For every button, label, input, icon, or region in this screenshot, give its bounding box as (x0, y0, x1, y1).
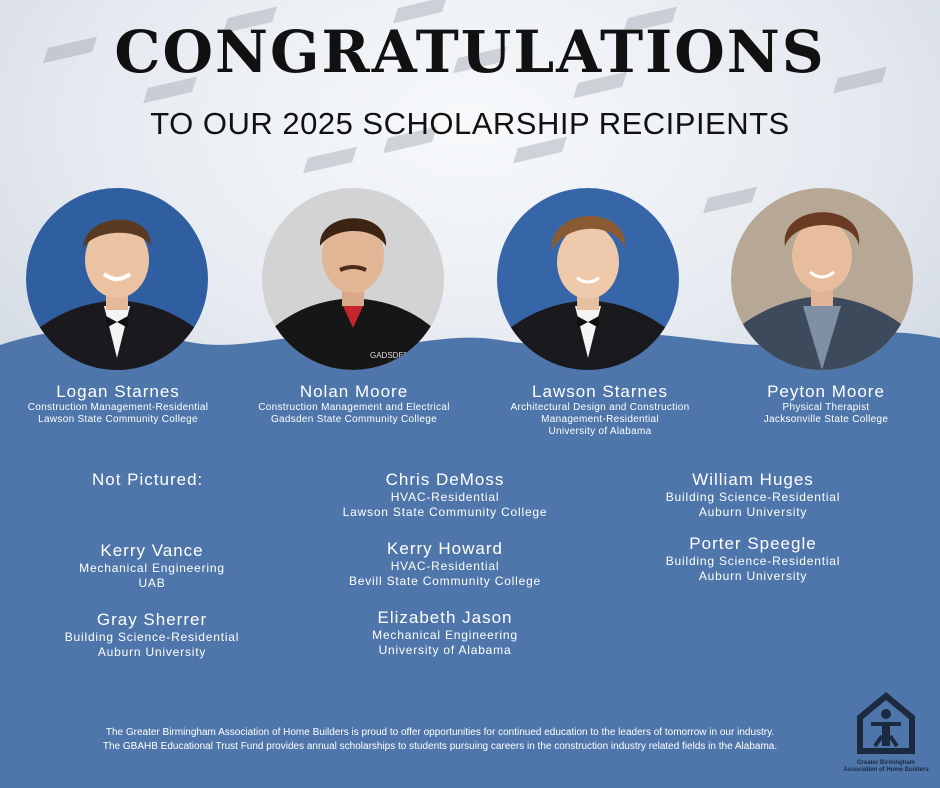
person-school: Auburn University (97, 645, 207, 659)
logo-line-2: Association of Home Builders (843, 767, 929, 773)
person-name: Gray Sherrer (96, 610, 208, 629)
recipient-photo-peyton-moore (731, 188, 913, 370)
gbahb-logo (836, 690, 936, 774)
recipient-peyton-moore (706, 382, 940, 426)
recipient-program: Construction Management and Electrical (258, 402, 450, 413)
recipient-program: Physical Therapist (782, 402, 870, 413)
recipient-program: Architectural Design and Construction (510, 402, 690, 413)
person-program: Building Science-Residential (665, 554, 841, 568)
recipient-name: Logan Starnes (56, 382, 180, 401)
recipient-photo-nolan-moore (262, 188, 444, 370)
person-program: Mechanical Engineering (372, 628, 518, 642)
person-name: William Huges (692, 470, 814, 489)
page-subtitle: TO OUR 2025 SCHOLARSHIP RECIPIENTS (150, 106, 790, 141)
recipient-name: Nolan Moore (299, 382, 409, 401)
person-school: UAB (138, 576, 166, 590)
not-pictured-chris-demoss (305, 470, 585, 520)
home-builders-logo-icon (855, 690, 917, 756)
person-program: HVAC-Residential (390, 559, 500, 573)
footer-text (40, 726, 840, 754)
person-name: Kerry Vance (100, 541, 204, 560)
person-program: Building Science-Residential (665, 490, 841, 504)
recipient-photo-lawson-starnes (497, 188, 679, 370)
person-school: University of Alabama (378, 643, 512, 657)
not-pictured-gray-sherrer (12, 610, 292, 660)
recipient-name: Peyton Moore (767, 382, 885, 401)
not-pictured-label: Not Pictured: (92, 470, 204, 489)
recipient-name: Lawson Starnes (532, 382, 668, 401)
recipient-nolan-moore (234, 382, 474, 426)
not-pictured-william-huges (613, 470, 893, 520)
person-school: Lawson State Community College (342, 505, 548, 519)
person-program: Building Science-Residential (64, 630, 240, 644)
person-name: Elizabeth Jason (377, 608, 513, 627)
person-school: Auburn University (698, 569, 808, 583)
not-pictured-porter-speegle (613, 534, 893, 584)
recipient-lawson-starnes (480, 382, 720, 438)
photo-badge-text: GADSDEN (370, 351, 410, 360)
recipient-program: Construction Management-Residential (27, 402, 209, 413)
recipient-school: Jacksonville State College (763, 414, 889, 425)
person-name: Porter Speegle (689, 534, 817, 553)
recipient-school: Lawson State Community College (38, 414, 198, 425)
person-school: Auburn University (698, 505, 808, 519)
not-pictured-kerry-vance (12, 541, 292, 591)
not-pictured-kerry-howard (305, 539, 585, 589)
person-name: Kerry Howard (387, 539, 503, 558)
recipient-photo-logan-starnes (26, 188, 208, 370)
recipient-program: Management-Residential (541, 414, 659, 425)
recipient-school: Gadsden State Community College (270, 414, 438, 425)
footer-line-1: The Greater Birmingham Association of Home Builders is proud to offer opportunities for continued education to the leaders of tomorrow in our industry. (105, 727, 775, 738)
person-name: Chris DeMoss (385, 470, 505, 489)
logo-line-1: Greater Birmingham (856, 760, 916, 766)
recipient-logan-starnes (0, 382, 238, 426)
recipient-school: University of Alabama (548, 426, 652, 437)
person-program: Mechanical Engineering (79, 561, 225, 575)
not-pictured-elizabeth-jason (305, 608, 585, 658)
person-program: HVAC-Residential (390, 490, 500, 504)
footer-line-2: The GBAHB Educational Trust Fund provides annual scholarships to students pursuing careers in the construction industry related fields in the Alabama. (102, 741, 778, 752)
person-school: Bevill State Community College (348, 574, 542, 588)
page-title: CONGRATULATIONS (114, 18, 826, 86)
